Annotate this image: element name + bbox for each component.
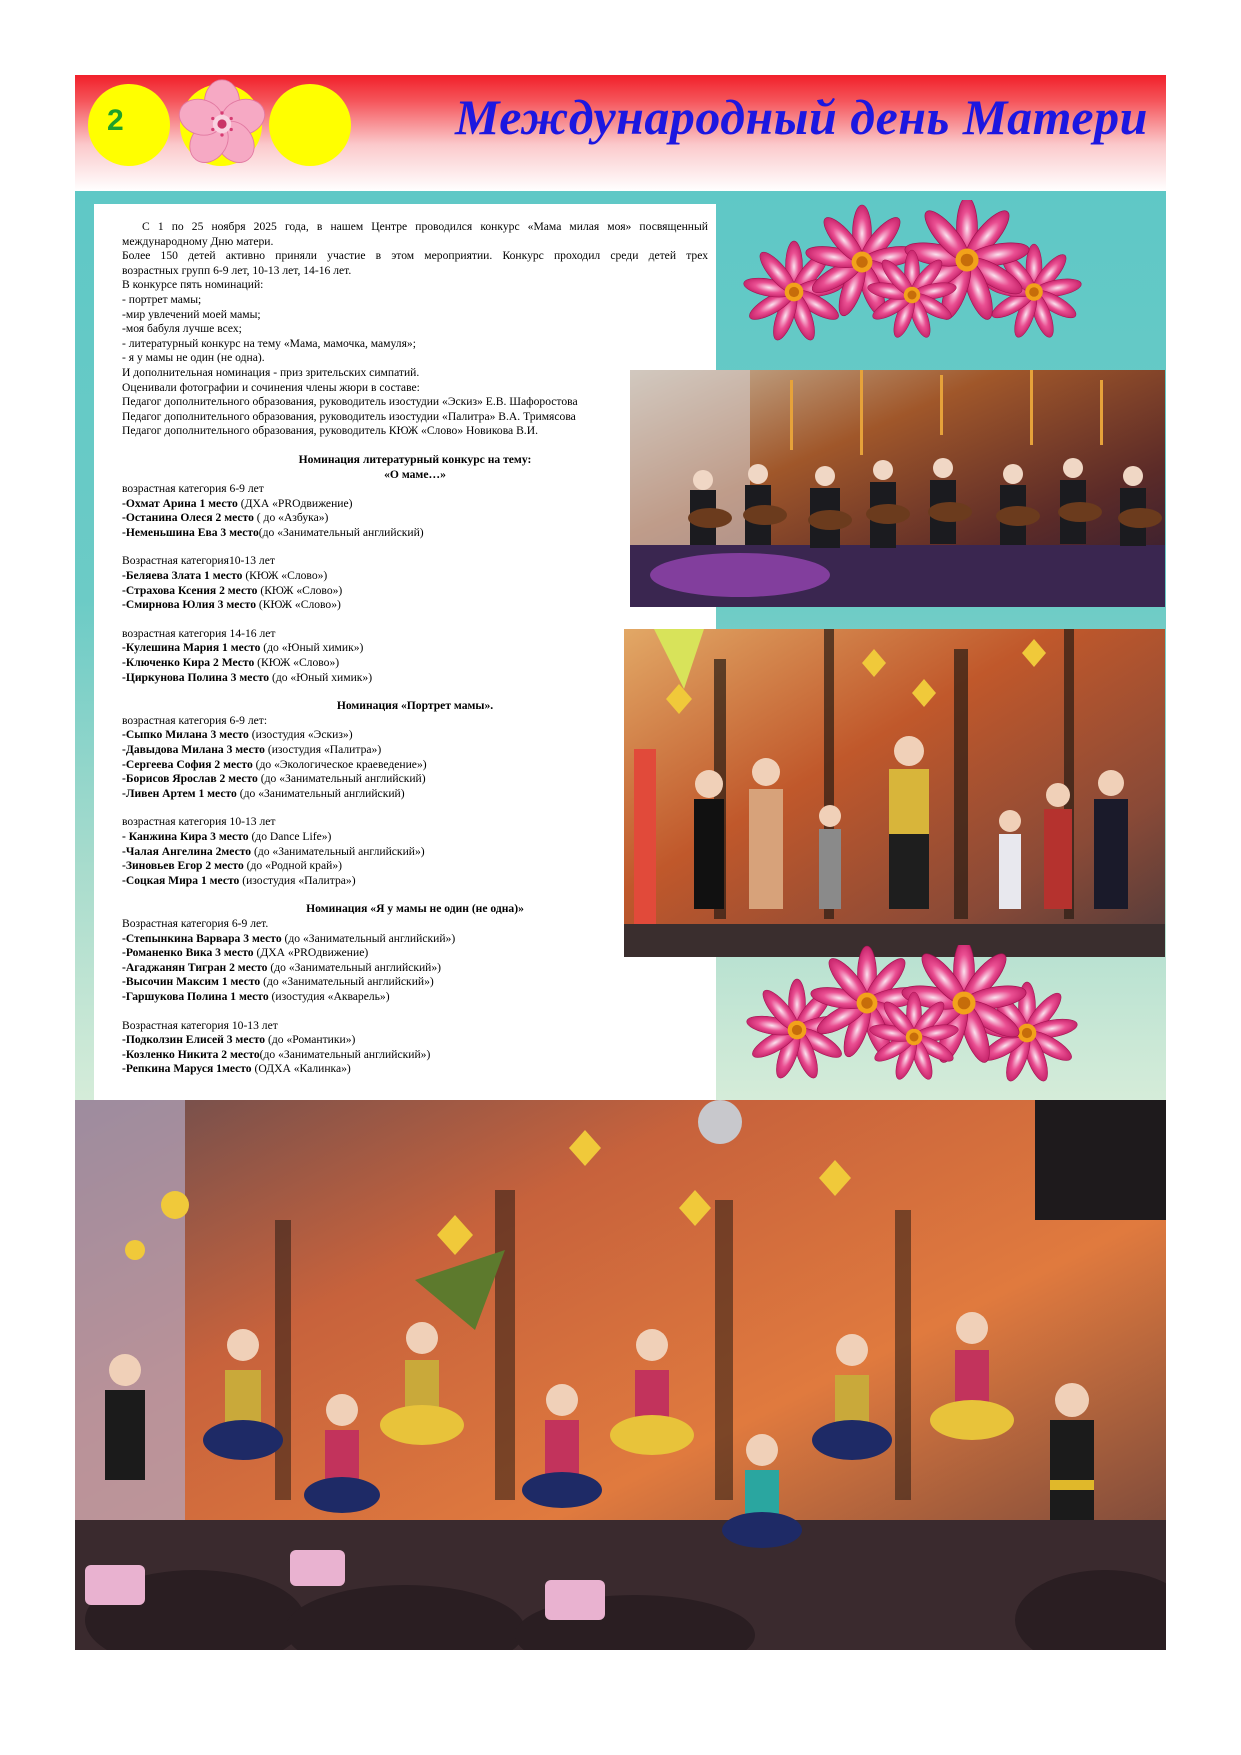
age-category: возрастная категория 6-9 лет: <box>122 713 268 727</box>
winner-org: (КЮЖ «Слово») <box>256 598 341 612</box>
winner-org: (ОДХА «Калинка») <box>251 1062 351 1076</box>
winner-org: (до «Занимательный английский) <box>258 525 424 539</box>
winner-name: -Зиновьев Егор 2 место <box>122 859 244 873</box>
winner-line <box>122 743 708 758</box>
winner-line <box>122 511 708 526</box>
age-category: Возрастная категория 6-9 лет. <box>122 916 269 930</box>
winner-name: -Козленко Никита 2 место <box>122 1047 260 1061</box>
nomination-heading: Номинация «Портрет мамы». <box>336 699 494 713</box>
winner-line <box>122 859 708 874</box>
winner-name: -Кулешина Мария 1 место <box>122 641 261 655</box>
winner-line <box>122 598 708 613</box>
winner-org: (КЮЖ «Слово») <box>242 569 328 583</box>
winner-name: -Сергеева София 2 место <box>122 757 253 771</box>
winner-org: (изостудия «Палитра») <box>264 743 382 756</box>
winner-name: -Ключенко Кира 2 Место <box>122 656 255 670</box>
winner-line <box>122 671 708 686</box>
winner-line <box>122 932 708 947</box>
winner-name: -Сыпко Милана 3 место <box>122 728 249 742</box>
winner-org: (КЮЖ «Слово») <box>257 583 343 597</box>
winner-org: ( до «Азбука») <box>253 511 329 525</box>
page-number: 2 <box>107 104 124 137</box>
winner-name: -Циркунова Полина 3 место <box>122 670 270 684</box>
winner-name: -Беляева Злата 1 место <box>122 569 243 583</box>
winner-line <box>122 1062 708 1077</box>
winner-line <box>122 728 708 743</box>
winner-name: - Канжина Кира 3 место <box>122 829 249 843</box>
age-category: возрастная категория 10-13 лет <box>122 815 276 829</box>
winner-line <box>122 569 708 584</box>
nomination-heading: «О маме…» <box>384 467 446 481</box>
winner-org: (изостудия «Палитра») <box>239 873 356 887</box>
intro-line: Оценивали фотографии и сочинения члены жюри в составе: <box>122 380 420 394</box>
winner-line <box>122 830 708 845</box>
intro-line: возрастных групп 6-9 лет, 10-13 лет, 14-16 лет. <box>122 263 352 277</box>
winner-name: -Чалая Ангелина 2место <box>122 844 252 858</box>
intro-line: С 1 по 25 ноября 2025 года, в нашем Центре проводился конкурс «Мама милая моя» посвященный <box>142 220 708 233</box>
intro-line: В конкурсе пять номинаций: <box>122 278 264 292</box>
intro-line: международному Дню матери. <box>122 234 274 248</box>
winner-name: -Агаджанян Тигран 2 место <box>122 960 268 974</box>
winner-name: -Высочин Максим 1 место <box>122 975 261 989</box>
winner-org: (до «Занимательный английский») <box>267 960 442 974</box>
winner-name: -Репкина Маруся 1место <box>122 1062 252 1076</box>
winner-name: -Романенко Вика 3 место <box>122 946 254 960</box>
winner-org: (до «Занимательный английский») <box>251 844 425 858</box>
yellow-circle <box>88 84 170 166</box>
intro-line: Педагог дополнительного образования, руководитель КЮЖ «Слово» Новикова В.И. <box>122 424 538 438</box>
winner-name: -Соцкая Мира 1 место <box>122 873 240 887</box>
nomination-heading: Номинация литературный конкурс на тему: <box>298 452 532 466</box>
age-category: Возрастная категория 10-13 лет <box>122 1018 278 1032</box>
blossom-icon <box>176 78 268 170</box>
nomination-heading: Номинация «Я у мамы не один (не одна)» <box>306 902 524 916</box>
winner-name: -Борисов Ярослав 2 место <box>122 772 258 786</box>
photo-award-ceremony <box>624 629 1165 957</box>
winner-line <box>122 787 708 802</box>
winner-name: -Степынкина Варвара 3 место <box>122 931 282 945</box>
winner-org: (до «Занимательный английский») <box>281 931 456 945</box>
winner-org: (до «Юный химик») <box>260 641 364 655</box>
winner-org: (до «Юный химик») <box>269 670 373 684</box>
article-panel <box>94 204 716 1100</box>
winner-line <box>122 526 708 541</box>
winner-org: (ДХА «PROдвижение) <box>253 946 369 960</box>
winner-org: (до «Занимательный английский) <box>257 772 426 786</box>
winner-line <box>122 656 708 671</box>
winner-name: -Ливен Артем 1 место <box>122 786 237 800</box>
winner-line <box>122 641 708 656</box>
winner-line <box>122 975 708 990</box>
winner-line <box>122 961 708 976</box>
winner-line <box>122 1033 708 1048</box>
article-text <box>122 220 708 1077</box>
winner-line <box>122 874 708 889</box>
intro-line: -мир увлечений моей мамы; <box>122 307 261 321</box>
winner-name: -Подколзин Елисей 3 место <box>122 1033 266 1047</box>
winner-org: (до «Экологическое краеведение») <box>252 757 427 771</box>
winner-org: (до «Родной край») <box>243 859 342 873</box>
winner-org: (КЮЖ «Слово») <box>254 656 340 670</box>
yellow-circle <box>269 84 351 166</box>
winner-name: -Неменьшина Ева 3 место <box>122 525 259 539</box>
winner-name: -Охмат Арина 1 место <box>122 496 238 510</box>
winner-org: (до «Романтики») <box>265 1033 356 1047</box>
intro-line: - литературный конкурс на тему «Мама, мамочка, мамуля»; <box>122 336 416 350</box>
winner-line <box>122 845 708 860</box>
winner-org: (до «Занимательный английский») <box>260 975 434 989</box>
intro-line: Педагог дополнительного образования, руководитель изостудии «Палитра» В.А. Тримясова <box>122 409 576 423</box>
winner-line <box>122 1048 708 1063</box>
page-title: Международный день Матери <box>455 89 1148 145</box>
photo-dance-performance <box>75 1100 1166 1650</box>
winner-org: (до «Занимательный английский) <box>236 786 405 800</box>
winner-line <box>122 946 708 961</box>
winner-org: (до Dance Life») <box>248 829 332 843</box>
winner-org: (до «Занимательный английский») <box>259 1047 431 1061</box>
intro-line: И дополнительная номинация - приз зрительских симпатий. <box>122 365 420 379</box>
age-category: возрастная категория 6-9 лет <box>122 482 264 496</box>
winner-line <box>122 584 708 599</box>
intro-line: - я у мамы не один (не одна). <box>122 351 265 365</box>
winner-line <box>122 497 708 512</box>
intro-line: -моя бабуля лучше всех; <box>122 322 242 336</box>
winner-name: -Смирнова Юлия 3 место <box>122 598 257 612</box>
winner-name: -Останина Олеся 2 место <box>122 511 254 525</box>
winner-line <box>122 758 708 773</box>
intro-line: Более 150 детей активно приняли участие в этом мероприятии. Конкурс проходил среди детей трех <box>122 249 708 263</box>
winner-name: -Гаршукова Полина 1 место <box>122 989 269 1003</box>
winner-line <box>122 772 708 787</box>
winner-name: -Страхова Ксения 2 место <box>122 583 258 597</box>
winner-line <box>122 990 708 1005</box>
winner-name: -Давыдова Милана 3 место <box>122 743 265 756</box>
winner-org: (изостудия «Эскиз») <box>248 728 353 742</box>
pink-flowers-decoration <box>742 200 1084 350</box>
photo-guitar-ensemble <box>630 370 1165 607</box>
intro-line: - портрет мамы; <box>122 292 202 306</box>
winner-org: (изостудия «Акварель») <box>268 989 390 1003</box>
intro-line: Педагог дополнительного образования, руководитель изостудии «Эскиз» Е.В. Шафоростова <box>122 395 578 409</box>
age-category: возрастная категория 14-16 лет <box>122 626 276 640</box>
winner-org: (ДХА «PROдвижение) <box>237 496 353 510</box>
age-category: Возрастная категория10-13 лет <box>122 554 275 568</box>
pink-flowers-decoration <box>742 945 1080 1095</box>
